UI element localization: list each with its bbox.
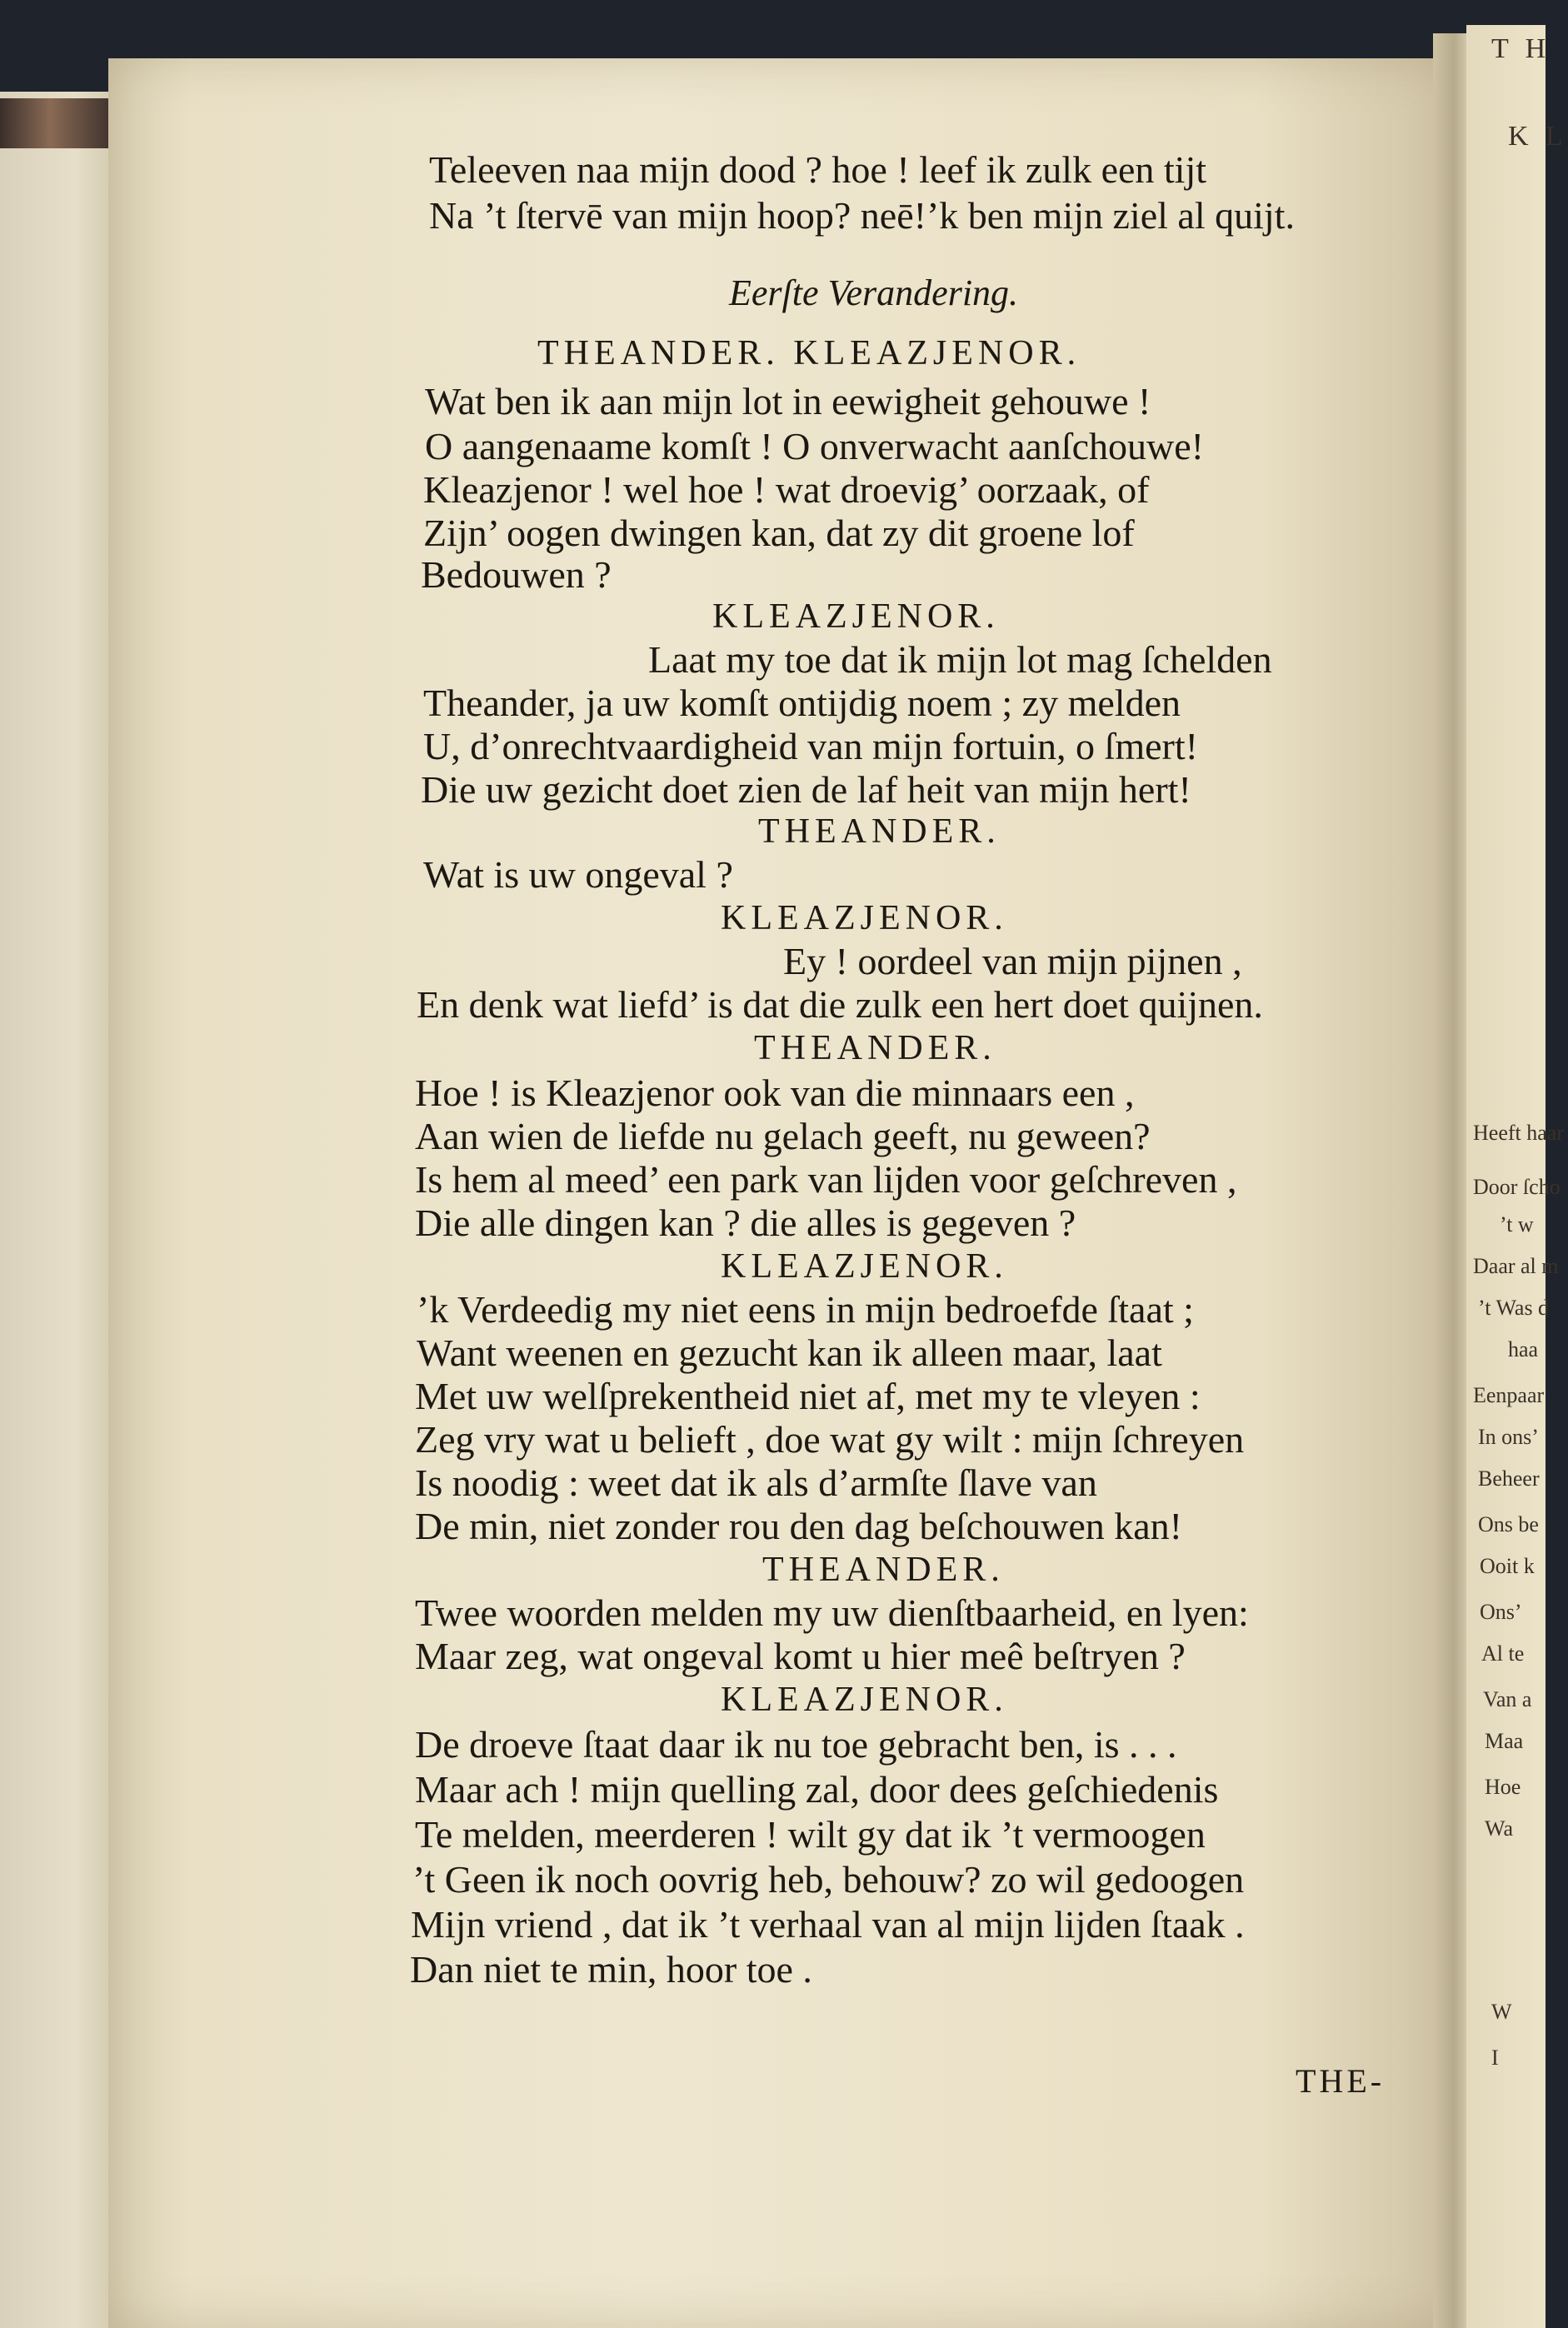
verse-line: Wat is uw ongeval ? [423,853,733,896]
verse-line: Zijn’ oogen dwingen kan, dat zy dit groene lof [423,512,1135,554]
adjacent-fragment: Heeft haar [1473,1121,1564,1145]
verse-line: De min, niet zonder rou den dag beſchouwen kan! [415,1505,1182,1547]
adjacent-fragment: Hoe [1485,1775,1521,1799]
speaker-heading: KLEAZJENOR. [721,1681,1008,1719]
speaker-heading: KLEAZJENOR. [721,1247,1008,1286]
verse-line: Wat ben ik aan mijn lot in eewigheit gehouwe ! [425,380,1151,422]
adjacent-fragment: haa [1508,1337,1539,1361]
verse-line: Kleazjenor ! wel hoe ! wat droevig’ oorzaak, of [423,468,1150,511]
verse-line: O aangenaame komſt ! O onverwacht aanſchouwe! [425,425,1204,467]
verse-line: Ey ! oordeel van mijn pijnen , [783,940,1242,982]
verse-line: Te melden, meerderen ! wilt gy dat ik ’t vermoogen [415,1813,1206,1856]
verse-line: Dan niet te min, hoor toe . [410,1948,812,1991]
adjacent-fragment: Van a [1483,1687,1532,1711]
speaker-heading: KLEAZJENOR. [721,899,1008,937]
verse-line: Laat my toe dat ik mijn lot mag ſchelden [648,638,1272,681]
adjacent-fragment: Ooit k [1480,1554,1535,1578]
adjacent-fragment: Beheer [1478,1466,1540,1491]
verse-line: Die alle dingen kan ? die alles is gegeven ? [415,1201,1076,1244]
verse-line: Die uw gezicht doet zien de laf heit van mijn hert! [421,768,1191,811]
verse-line: Want weenen en gezucht kan ik alleen maar, laat [417,1331,1162,1374]
verse-line: Na ’t ſtervē van mijn hoop? neē!’k ben mijn ziel al quijt. [429,194,1295,237]
verse-line: Maar ach ! mijn quelling zal, door dees geſchiedenis [415,1768,1219,1811]
verse-line: Bedouwen ? [421,553,612,596]
verse-line: De droeve ſtaat daar ik nu toe gebracht ben, is . . . [415,1723,1177,1766]
verse-line: ’t Geen ik noch oovrig heb, behouw? zo wil gedoogen [412,1858,1245,1901]
verse-line: Teleeven naa mijn dood ? hoe ! leef ik zulk een tijt [429,148,1207,191]
verse-line: Hoe ! is Kleazjenor ook van die minnaars een , [415,1072,1135,1114]
adjacent-fragment: W [1491,2000,1512,2024]
adjacent-fragment: I [1491,2046,1499,2070]
verse-line: Zeg vry wat u belieft , doe wat gy wilt : mijn ſchreyen [415,1418,1245,1461]
adjacent-fragment: In ons’ [1478,1425,1539,1449]
adjacent-fragment: Ons be [1478,1512,1539,1536]
verse-line: Aan wien de liefde nu gelach geeft, nu geween? [415,1115,1151,1157]
adjacent-fragment: T H [1491,33,1551,64]
adjacent-fragment: Daar al m [1473,1254,1559,1278]
verse-line: Maar zeg, wat ongeval komt u hier meê beſtryen ? [415,1635,1186,1677]
adjacent-fragment: Al te [1481,1641,1525,1666]
scene-heading: Eerſte Verandering. [729,272,1019,313]
adjacent-fragment: ’t Was d [1478,1296,1550,1320]
verse-line: Theander, ja uw komſt ontijdig noem ; zy melden [423,682,1181,724]
adjacent-fragment: Eenpaar [1473,1383,1545,1407]
verse-line: Is hem al meed’ een park van lijden voor geſchreven , [415,1158,1237,1201]
verse-line: Mijn vriend , dat ik ’t verhaal van al mijn lijden ſtaak . [411,1903,1245,1946]
verse-line: U, d’onrechtvaardigheid van mijn fortuin, o ſmert! [423,725,1198,767]
adjacent-fragment: ’t w [1500,1212,1534,1236]
catchword: THE- [1296,2062,1386,2100]
adjacent-fragment: Maa [1485,1729,1524,1753]
adjacent-fragment: Ons’ [1480,1600,1522,1624]
verse-line: En denk wat liefd’ is dat die zulk een hert doet quijnen. [417,983,1263,1026]
verse-line: ’k Verdeedig my niet eens in mijn bedroefde ſtaat ; [417,1288,1194,1331]
verse-line: Met uw welſprekentheid niet af, met my te vleyen : [415,1375,1201,1417]
verse-line: Is noodig : weet dat ik als d’armſte ſlave van [415,1461,1097,1504]
speaker-heading: KLEAZJENOR. [712,597,1000,636]
speaker-heading: THEANDER. [754,1029,996,1067]
adjacent-fragment: K L [1508,121,1568,152]
speaker-heading: THEANDER. KLEAZJENOR. [537,334,1081,372]
speaker-heading: THEANDER. [762,1551,1005,1589]
speaker-heading: THEANDER. [758,812,1001,851]
adjacent-fragment: Door ſcho [1473,1175,1561,1199]
adjacent-fragment: Wa [1485,1816,1513,1841]
verse-line: Twee woorden melden my uw dienſtbaarheid, en lyen: [415,1591,1249,1634]
